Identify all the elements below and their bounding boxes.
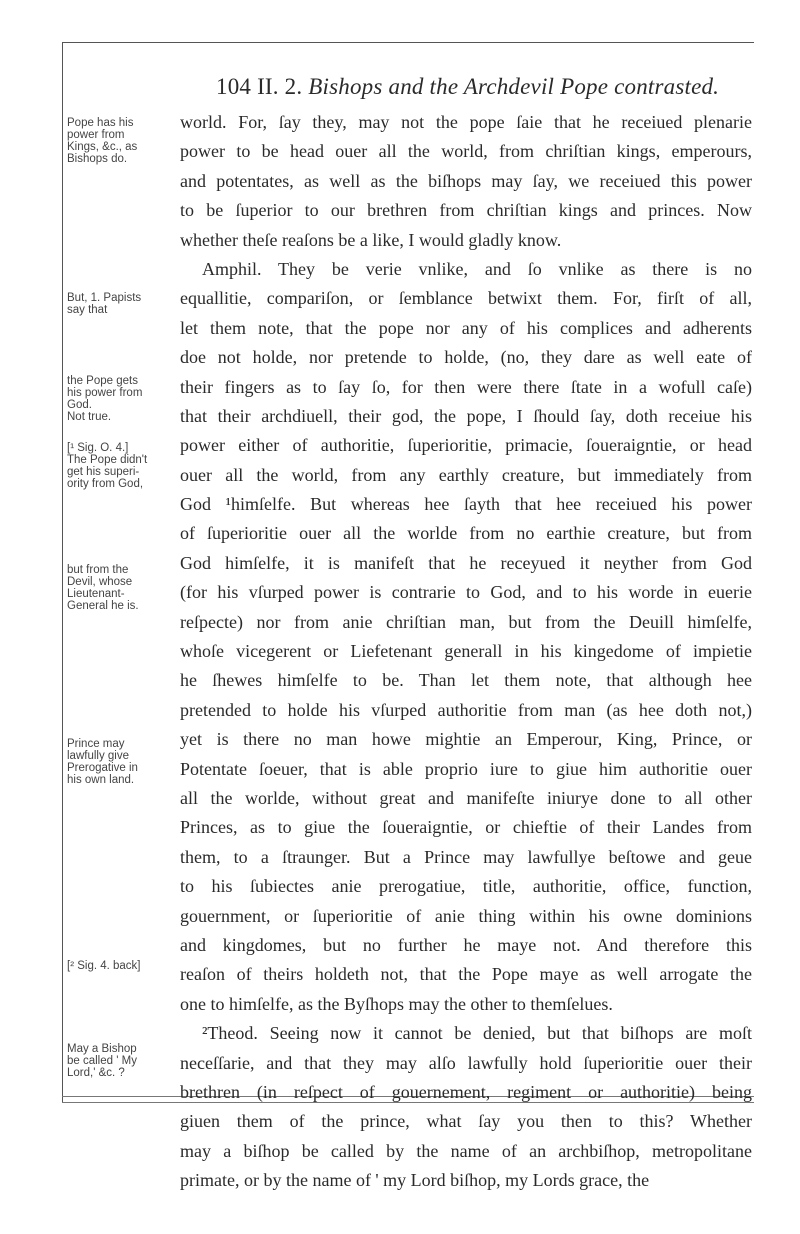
body-line: them, to a ſtraunger. But a Prince may lawfullye beſtowe and geue [180,846,752,867]
body-line: world. For, ſay they, may not the pope ſaie that he receiued plenarie [180,112,752,132]
body-line: of ſuperioritie ouer all the worlde from no earthie creature, but from [180,523,752,544]
body-line: all the worlde, without great and manifeſte iniurye done to all other [180,787,752,808]
body-line: ouer all the world, from any earthly creature, but immediately from [180,464,752,485]
body-line: let them note, that the pope nor any of his complices and adherents [180,317,752,338]
body-line: (for his vſurped power is contrarie to God, and to his worde in euerie [180,582,752,603]
margin-note-6: Prince may lawfully give Prerogative in his own land. [67,738,138,786]
margin-note-4: [¹ Sig. O. 4.] The Pope didn't get his superi- ority from God, [67,442,148,490]
body-line: to be ſuperior to our brethren from chriſtian kings and princes. Now [180,200,752,221]
body-line: giuen them of the prince, what ſay you then to this? Whether [180,1111,752,1132]
body-line: whoſe vicegerent or Liefetenant generall in his kingedome of impietie [180,641,752,662]
body-line: pretended to holde his vſurped authoritie from man (as hee doth not,) [180,699,752,720]
body-line: ²Theod. Seeing now it cannot be denied, but that biſhops are moſt [202,1023,752,1044]
margin-note-5: but from the Devil, whose Lieutenant- General he is. [67,564,139,612]
body-line: he ſhewes himſelfe to be. Than let them note, that although hee [180,670,752,691]
body-line: power either of authoritie, ſuperioritie, primacie, ſoueraigntie, or head [180,435,752,456]
body-line: Potentate ſoeuer, that is able proprio iure to giue him authoritie ouer [180,758,752,779]
body-line: may a biſhop be called by the name of an archbiſhop, metropolitane [180,1140,752,1161]
body-line: Amphil. They be verie vnlike, and ſo vnlike as there is no [202,258,752,279]
body-line: reaſon of theirs holdeth not, that the Pope maye as well arrogate the [180,964,752,985]
body-line: neceſſarie, and that they may alſo lawfully hold ſuperioritie ouer their [180,1052,752,1073]
body-line: gouernment, or ſuperioritie of anie thing within his owne dominions [180,905,752,926]
body-line: and potentates, as well as the biſhops may ſay, we receiued this power [180,170,752,191]
margin-note-2: But, 1. Papists say that [67,292,142,316]
body-line: yet is there no man howe mightie an Emperour, King, Prince, or [180,729,752,750]
body-line: Princes, as to giue the ſoueraigntie, or chieftie of their Landes from [180,817,752,838]
section-number: II. 2. [257,74,303,99]
body-line: their fingers as to ſay ſo, for then were there ſtate in a wofull caſe) [180,376,752,397]
body-line: to his ſubiectes anie prerogatiue, title, authoritie, office, function, [180,876,752,897]
body-line: one to himſelfe, as the Byſhops may the other to themſelues. [180,993,613,1014]
body-line: primate, or by the name of ' my Lord biſhop, my Lords grace, the [180,1170,650,1191]
page-number: 104 [216,74,252,99]
margin-note-7: [² Sig. 4. back] [67,960,141,972]
body-line: reſpecte) nor from anie chriſtian man, but from the Deuill himſelfe, [180,611,752,632]
body-line: God ¹himſelfe. But whereas hee ſayth that hee receiued his power [180,494,752,515]
running-title: Bishops and the Archdevil Pope contrasted. [308,74,720,99]
body-line: God himſelfe, it is manifeſt that he receyued it neyther from God [180,552,752,573]
margin-note-3: the Pope gets his power from God. Not true. [67,375,143,423]
margin-note-8: May a Bishop be called ' My Lord,' &c. ? [67,1043,137,1079]
margin-note-1: Pope has his power from Kings, &c., as Bishops do. [67,117,138,165]
body-line: power to be head ouer all the world, from chriſtian kings, emperours, [180,141,752,162]
body-line: whether theſe reaſons be a like, I would gladly know. [180,229,562,250]
body-line: that their archdiuell, their god, the pope, I ſhould ſay, doth receiue his [180,405,752,426]
running-head [216,74,719,100]
body-text [180,108,752,1195]
body-line: brethren (in reſpect of gouernement, regiment or authoritie) being [180,1081,752,1102]
page-border-top [62,42,754,43]
body-line: equallitie, compariſon, or ſemblance betwixt them. For, firſt of all, [180,288,752,309]
body-line: doe not holde, nor pretende to holde, (no, they dare as well eate of [180,347,752,368]
page-border-left [62,42,63,1102]
body-line: and kingdomes, but no further he maye not. And therefore this [180,934,752,955]
